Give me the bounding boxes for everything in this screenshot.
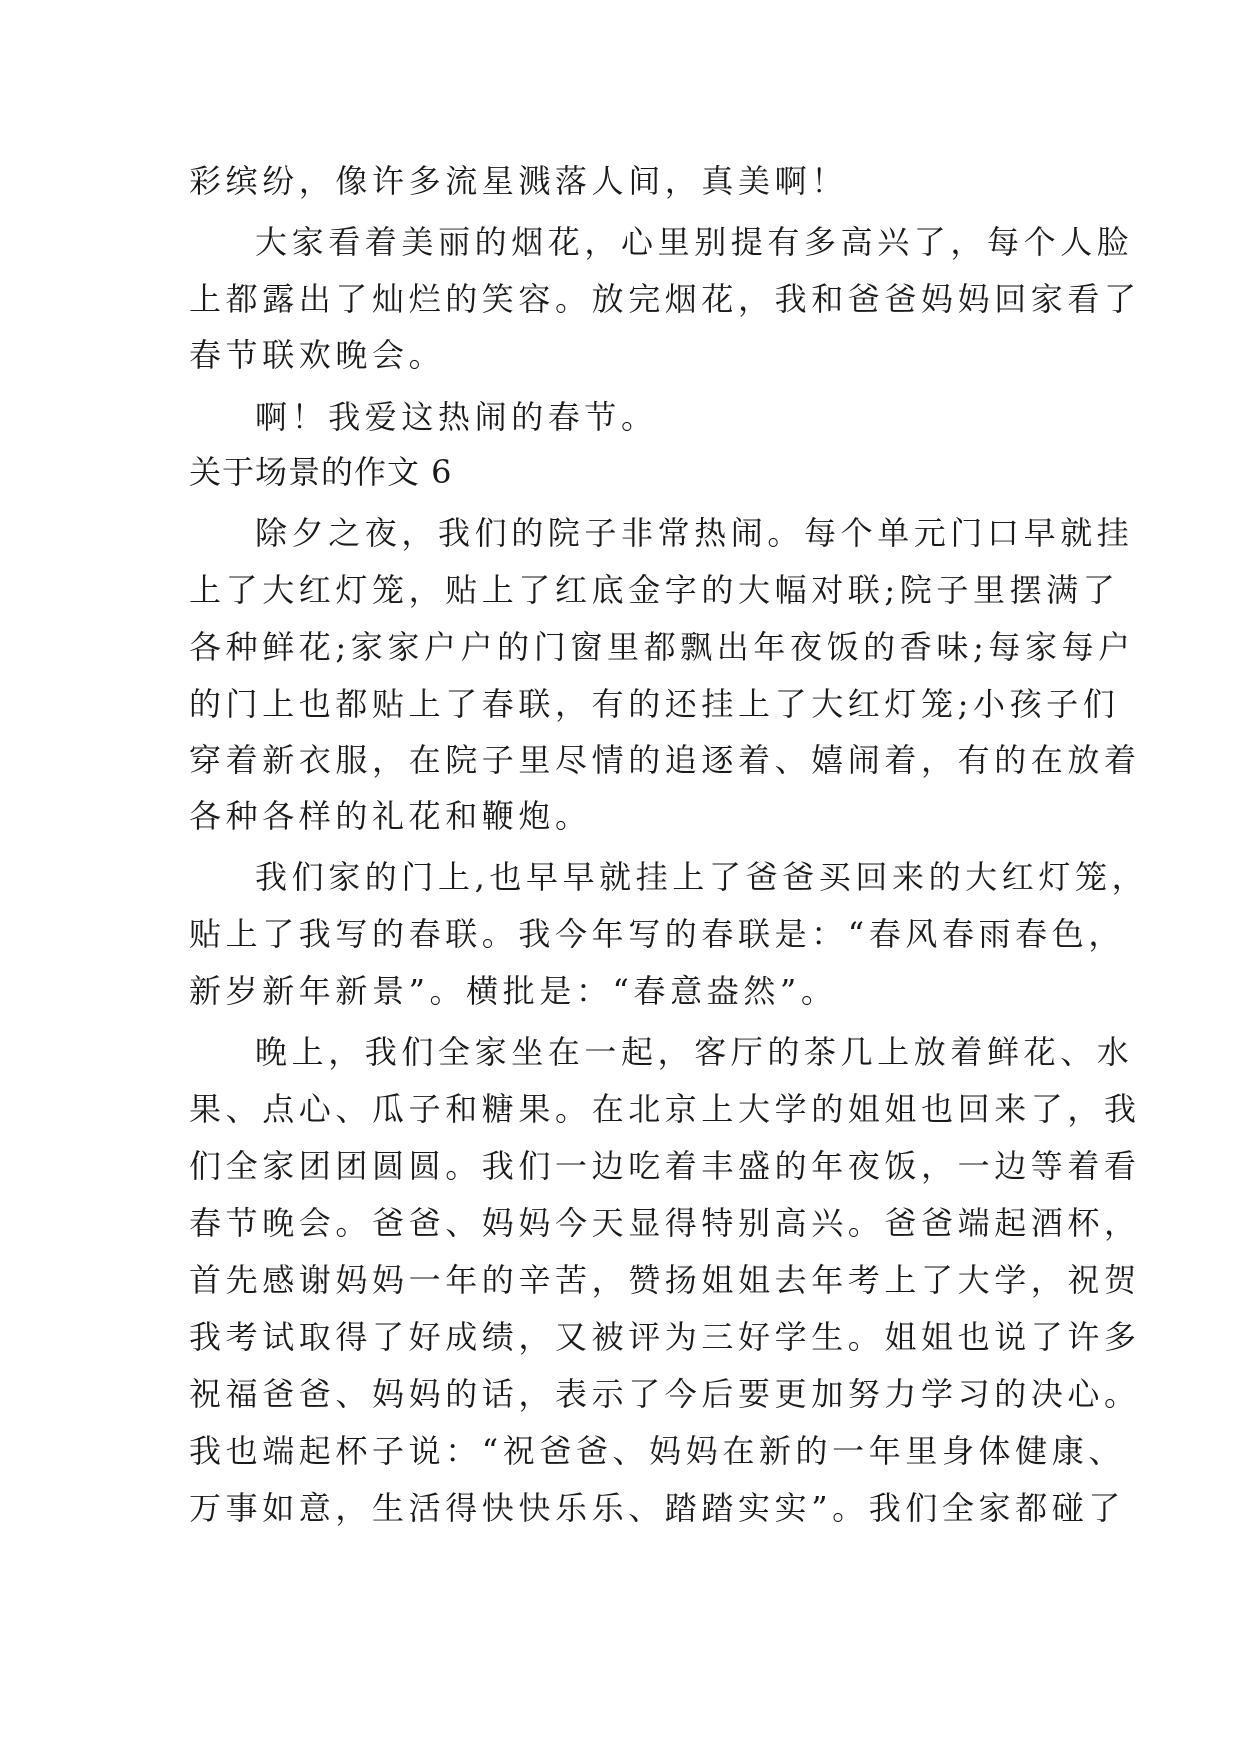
paragraph-first-line: 除夕之夜，我们的院子非常热闹。每个单元门口早就挂 xyxy=(255,514,1134,552)
text-line: 们全家团团圆圆。我们一边吃着丰盛的年夜饭，一边等着看 xyxy=(189,1147,1141,1185)
text-line: 各种鲜花;家家户户的门窗里都飘出年夜饭的香味;每家每户 xyxy=(189,628,1135,666)
paragraph-first-line: 啊！我爱这热闹的春节。 xyxy=(255,398,658,436)
text-line: 各种各样的礼花和鞭炮。 xyxy=(189,797,592,835)
text-line: 我考试取得了好成绩，又被评为三好学生。姐姐也说了许多 xyxy=(189,1318,1141,1356)
paragraph-first-line: 大家看着美丽的烟花，心里别提有多高兴了，每个人脸 xyxy=(255,223,1134,261)
text-line: 新岁新年新景”。横批是：“春意盎然”。 xyxy=(189,972,838,1010)
text-line: 春节联欢晚会。 xyxy=(189,336,446,374)
text-line: 首先感谢妈妈一年的辛苦，赞扬姐姐去年考上了大学，祝贺 xyxy=(189,1261,1141,1299)
paragraph-first-line: 晚上，我们全家坐在一起，客厅的茶几上放着鲜花、水 xyxy=(255,1033,1134,1071)
text-line: 穿着新衣服，在院子里尽情的追逐着、嬉闹着，有的在放着 xyxy=(189,741,1141,779)
section-heading: 关于场景的作文 6 xyxy=(189,453,453,491)
text-line: 春节晚会。爸爸、妈妈今天显得特别高兴。爸爸端起酒杯， xyxy=(189,1204,1141,1242)
text-line: 万事如意，生活得快快乐乐、踏踏实实”。我们全家都碰了 xyxy=(189,1489,1125,1527)
text-line: 祝福爸爸、妈妈的话，表示了今后要更加努力学习的决心。 xyxy=(189,1375,1141,1413)
text-line: 彩缤纷，像许多流星溅落人间，真美啊！ xyxy=(189,162,848,200)
text-line: 上都露出了灿烂的笑容。放完烟花，我和爸爸妈妈回家看了 xyxy=(189,280,1141,318)
text-line: 果、点心、瓜子和糖果。在北京上大学的姐姐也回来了，我 xyxy=(189,1090,1141,1128)
text-line: 的门上也都贴上了春联，有的还挂上了大红灯笼;小孩子们 xyxy=(189,685,1120,723)
paragraph-first-line: 我们家的门上,也早早就挂上了爸爸买回来的大红灯笼， xyxy=(255,858,1149,896)
text-line: 上了大红灯笼，贴上了红底金字的大幅对联;院子里摆满了 xyxy=(189,571,1120,609)
text-line: 我也端起杯子说：“祝爸爸、妈妈在新的一年里身体健康、 xyxy=(189,1432,1125,1470)
text-line: 贴上了我写的春联。我今年写的春联是：“春风春雨春色， xyxy=(189,915,1125,953)
